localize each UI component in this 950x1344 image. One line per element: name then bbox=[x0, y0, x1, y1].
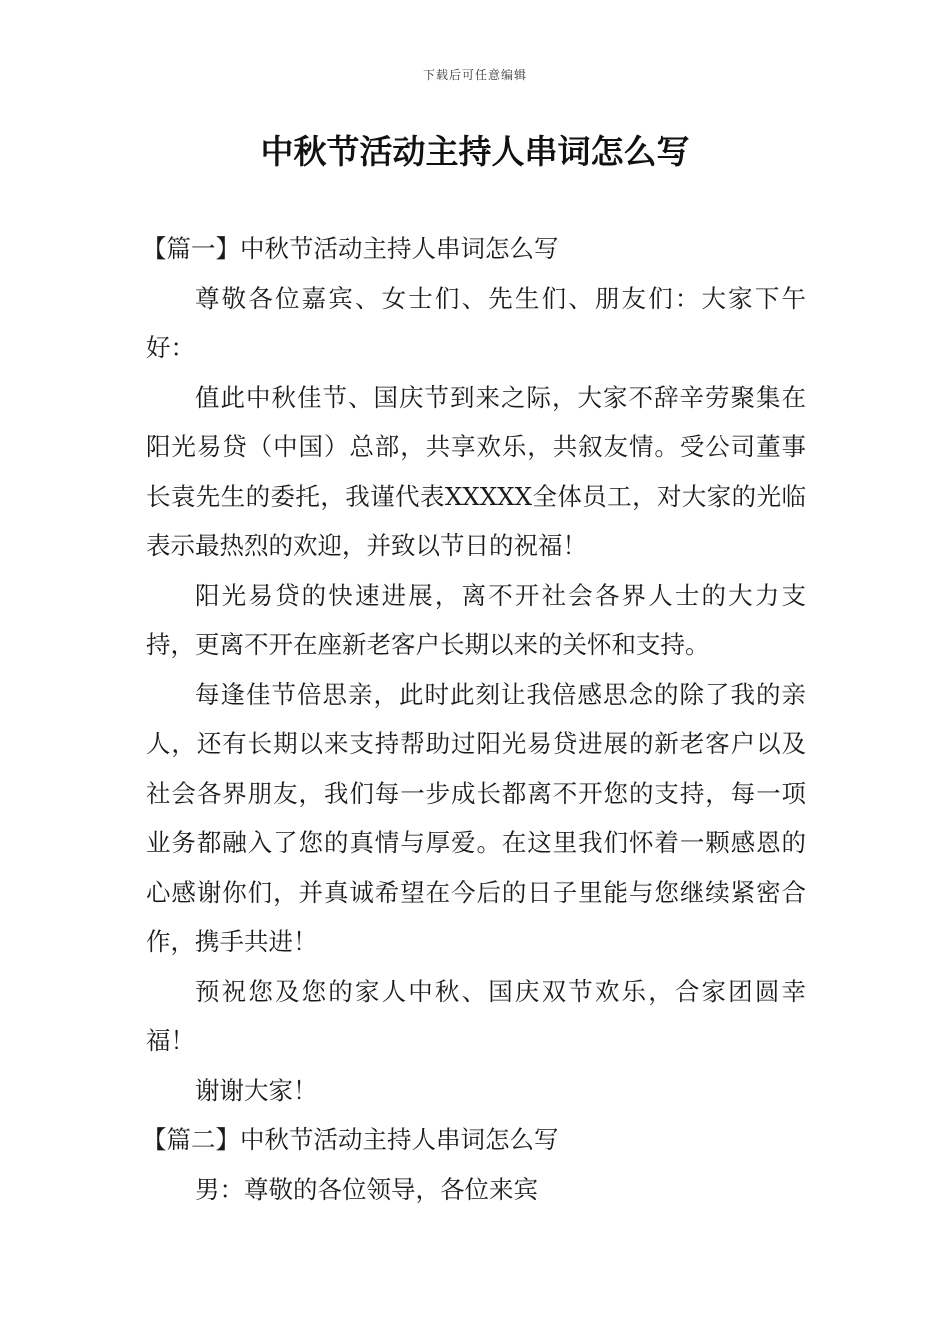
section-heading-1: 【篇一】中秋节活动主持人串词怎么写 bbox=[142, 234, 559, 263]
header-note: 下载后可任意编辑 bbox=[422, 68, 527, 82]
paragraph-gratitude: 每逢佳节倍思亲，此时此刻让我倍感思念的除了我的亲人，还有长期以来支持帮助过阳光易贷进展的新老客户以及社会各界朋友，我们每一步成长都离不开您的支持，每一项业务都融入了您的真情与厚爱。在这里我们怀着一颗感恩的心感谢你们，并真诚希望在今后的日子里能与您继续紧密合作，携手共进！ bbox=[146, 679, 806, 956]
paragraph-welcome: 值此中秋佳节、国庆节到来之际，大家不辞辛劳聚集在阳光易贷（中国）总部，共享欢乐，共叙友情。受公司董事长袁先生的委托，我谨代表XXXXX全体员工，对大家的光临表示最热烈的欢迎，并致以节日的祝福！ bbox=[146, 382, 806, 560]
paragraph-opening-line: 男：尊敬的各位领导，各位来宾 bbox=[195, 1174, 538, 1204]
paragraph-wishes: 预祝您及您的家人中秋、国庆双节欢乐，合家团圆幸福！ bbox=[146, 976, 806, 1055]
document-title: 中秋节活动主持人串词怎么写 bbox=[260, 132, 690, 171]
paragraph-greeting: 尊敬各位嘉宾、女士们、先生们、朋友们：大家下午好： bbox=[146, 283, 806, 362]
section-heading-2: 【篇二】中秋节活动主持人串词怎么写 bbox=[142, 1125, 559, 1154]
document-body bbox=[142, 224, 806, 1214]
paragraph-development: 阳光易贷的快速进展，离不开社会各界人士的大力支持，更离不开在座新老客户长期以来的关怀和支持。 bbox=[146, 580, 806, 659]
paragraph-thanks: 谢谢大家！ bbox=[195, 1075, 318, 1105]
